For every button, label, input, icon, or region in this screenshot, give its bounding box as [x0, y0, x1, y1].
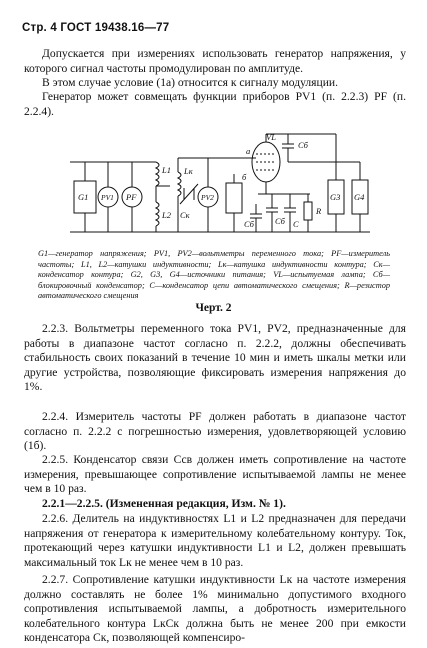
- label-ck: Cк: [180, 210, 190, 220]
- resistor-r-symbol: [304, 202, 312, 220]
- label-a: a: [246, 146, 251, 156]
- label-pf: PF: [126, 192, 137, 202]
- intro-paragraph-3: Генератор может совмещать функции приборов PV1 (п. 2.2.3) PF (п. 2.2.4).: [24, 90, 406, 118]
- page-header: Стр. 4 ГОСТ 19438.16—77: [22, 22, 170, 34]
- figure-caption: G1—генератор напряжения; PV1, PV2—вольтметры переменного тока; PF—измеритель частоты; L1, L2—катушки индуктивности; Lк—катушка индуктивности контура; Cк—конденсатор контура; G2, G3, G4—источники питания; VL—испытуемая лампа; Cб—блокировочный конденсатор; C—конденсатор цепи автоматического смещения; R—резистор автоматического смещения: [38, 249, 390, 301]
- label-pv1: PV1: [101, 193, 114, 202]
- label-vl: VL: [266, 132, 276, 142]
- label-l1: L1: [162, 165, 171, 175]
- paragraph-2-2-6: 2.2.6. Делитель на индуктивностях L1 и L2 предназначен для передачи напряжения от генератора к измерительному колебательному контуру. Ток, протекающий через катушки индуктивности L1 и L2, должен превышать максимальный ток Lк не менее чем в 10 раз.: [24, 512, 406, 569]
- label-cb-bot: Cб: [244, 219, 254, 229]
- label-l2: L2: [162, 210, 171, 220]
- inductor-l2-symbol: [156, 202, 159, 226]
- figure-title: Черт. 2: [195, 302, 232, 314]
- circuit-diagram: [60, 128, 380, 246]
- intro-paragraph-1: Допускается при измерениях использовать генератор напряжения, у которого сигнал частоты промодулирован по амплитуде.: [24, 47, 406, 75]
- amendment-note: 2.2.1—2.2.5. (Измененная редакция, Изм. № 1).: [42, 497, 286, 510]
- label-g3: G3: [330, 192, 341, 202]
- paragraph-2-2-3: 2.2.3. Вольтметры переменного тока PV1, PV2, предназначенные для работы в диапазоне частот согласно п. 2.2.2, должны обеспечивать стабильность своих показаний в течение 10 мин и иметь шкалы метки или другие устройства, позволяющие фиксировать измерения напряжения до 1%.: [24, 322, 406, 393]
- inductor-lk-symbol: [178, 172, 181, 196]
- label-pv2: PV2: [201, 193, 214, 202]
- label-cb-top: Cб: [298, 140, 308, 150]
- paragraph-2-2-4: 2.2.4. Измеритель частоты PF должен работать в диапазоне частот согласно п. 2.2.2 с погрешностью измерения, удовлетворяющей условию (1б).: [24, 410, 406, 452]
- power-supply-g2-box: [226, 183, 242, 213]
- label-c: C: [293, 219, 299, 229]
- label-cb-mid: Cб: [275, 216, 285, 226]
- paragraph-2-2-5: 2.2.5. Конденсатор связи Ссв должен иметь сопротивление на частоте измерения, превышающее сопротивление испытываемой лампы не менее чем в 10 раз.: [24, 453, 406, 495]
- inductor-l1-symbol: [156, 162, 159, 186]
- paragraph-2-2-7: 2.2.7. Сопротивление катушки индуктивности Lк на частоте измерения должно составлять не более 1% минимально допустимого входного сопротивления испытываемой лампы, а добротность измерительного колебательного контура LкCк должна быть не менее 200 при емкости конденсатора Cк, позволяющей компенсиро-: [24, 573, 406, 644]
- label-lk: Lк: [184, 166, 193, 176]
- intro-paragraph-2: В этом случае условие (1а) относится к сигналу модуляции.: [42, 76, 339, 89]
- label-b: б: [242, 172, 247, 182]
- label-g4: G4: [354, 192, 365, 202]
- label-g1: G1: [78, 192, 89, 202]
- label-r: R: [316, 206, 322, 216]
